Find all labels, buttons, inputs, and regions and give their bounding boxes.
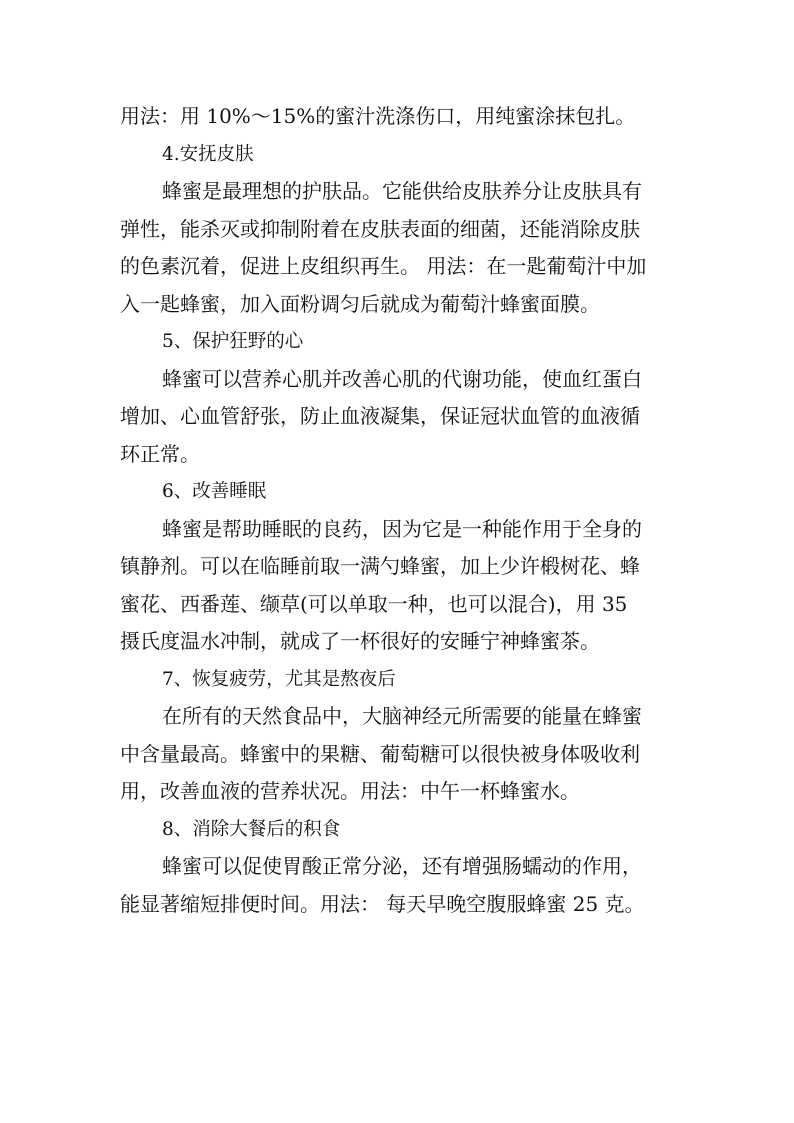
paragraph-line: 的色素沉着，促进上皮组织再生。 用法：在一匙葡萄汁中加 [120,254,647,278]
paragraph-line: 能显著缩短排便时间。用法： 每天早晚空腹服蜂蜜 25 克。 [120,891,645,916]
paragraph-line: 镇静剂。可以在临睡前取一满勺蜂蜜，加上少许椴树花、蜂 [120,554,640,578]
paragraph-line: 入一匙蜂蜜，加入面粉调匀后就成为葡萄汁蜂蜜面膜。 [120,291,600,316]
paragraph-line: 在所有的天然食品中，大脑神经元所需要的能量在蜂蜜 [162,704,642,728]
usage-line: 用法：用 10%～15%的蜜汁洗涤伤口，用纯蜜涂抹包扎。 [120,104,636,128]
paragraph-line: 用，改善血液的营养状况。用法：中午一杯蜂蜜水。 [120,779,580,803]
section-heading: 4.安抚皮肤 [162,143,254,165]
paragraph-line: 中含量最高。蜂蜜中的果糖、葡萄糖可以很快被身体吸收利 [120,741,640,766]
paragraph-line: 弹性，能杀灭或抑制附着在皮肤表面的细菌，还能消除皮肤 [120,216,640,241]
document-body [120,98,680,923]
paragraph-line: 摄氏度温水冲制，就成了一杯很好的安睡宁神蜂蜜茶。 [120,629,600,653]
section-heading: 6、改善睡眠 [162,481,267,502]
section-heading: 7、恢复疲劳，尤其是熬夜后 [162,668,396,690]
paragraph-line: 环正常。 [120,441,200,466]
paragraph-line: 蜂蜜是帮助睡眠的良药，因为它是一种能作用于全身的 [162,516,642,541]
section-heading: 5、保护狂野的心 [162,331,304,352]
section-heading: 8、消除大餐后的积食 [162,818,341,840]
paragraph-line: 增加、心血管舒张，防止血液凝集，保证冠状血管的血液循 [120,404,640,428]
paragraph-line: 蜂蜜可以营养心肌并改善心肌的代谢功能，使血红蛋白 [162,366,642,391]
paragraph-line: 蜜花、西番莲、缬草(可以单取一种，也可以混合)，用 35 [120,591,628,616]
paragraph-line: 蜂蜜是最理想的护肤品。它能供给皮肤养分让皮肤具有 [162,179,642,203]
paragraph-line: 蜂蜜可以促使胃酸正常分泌，还有增强肠蠕动的作用， [162,854,642,878]
